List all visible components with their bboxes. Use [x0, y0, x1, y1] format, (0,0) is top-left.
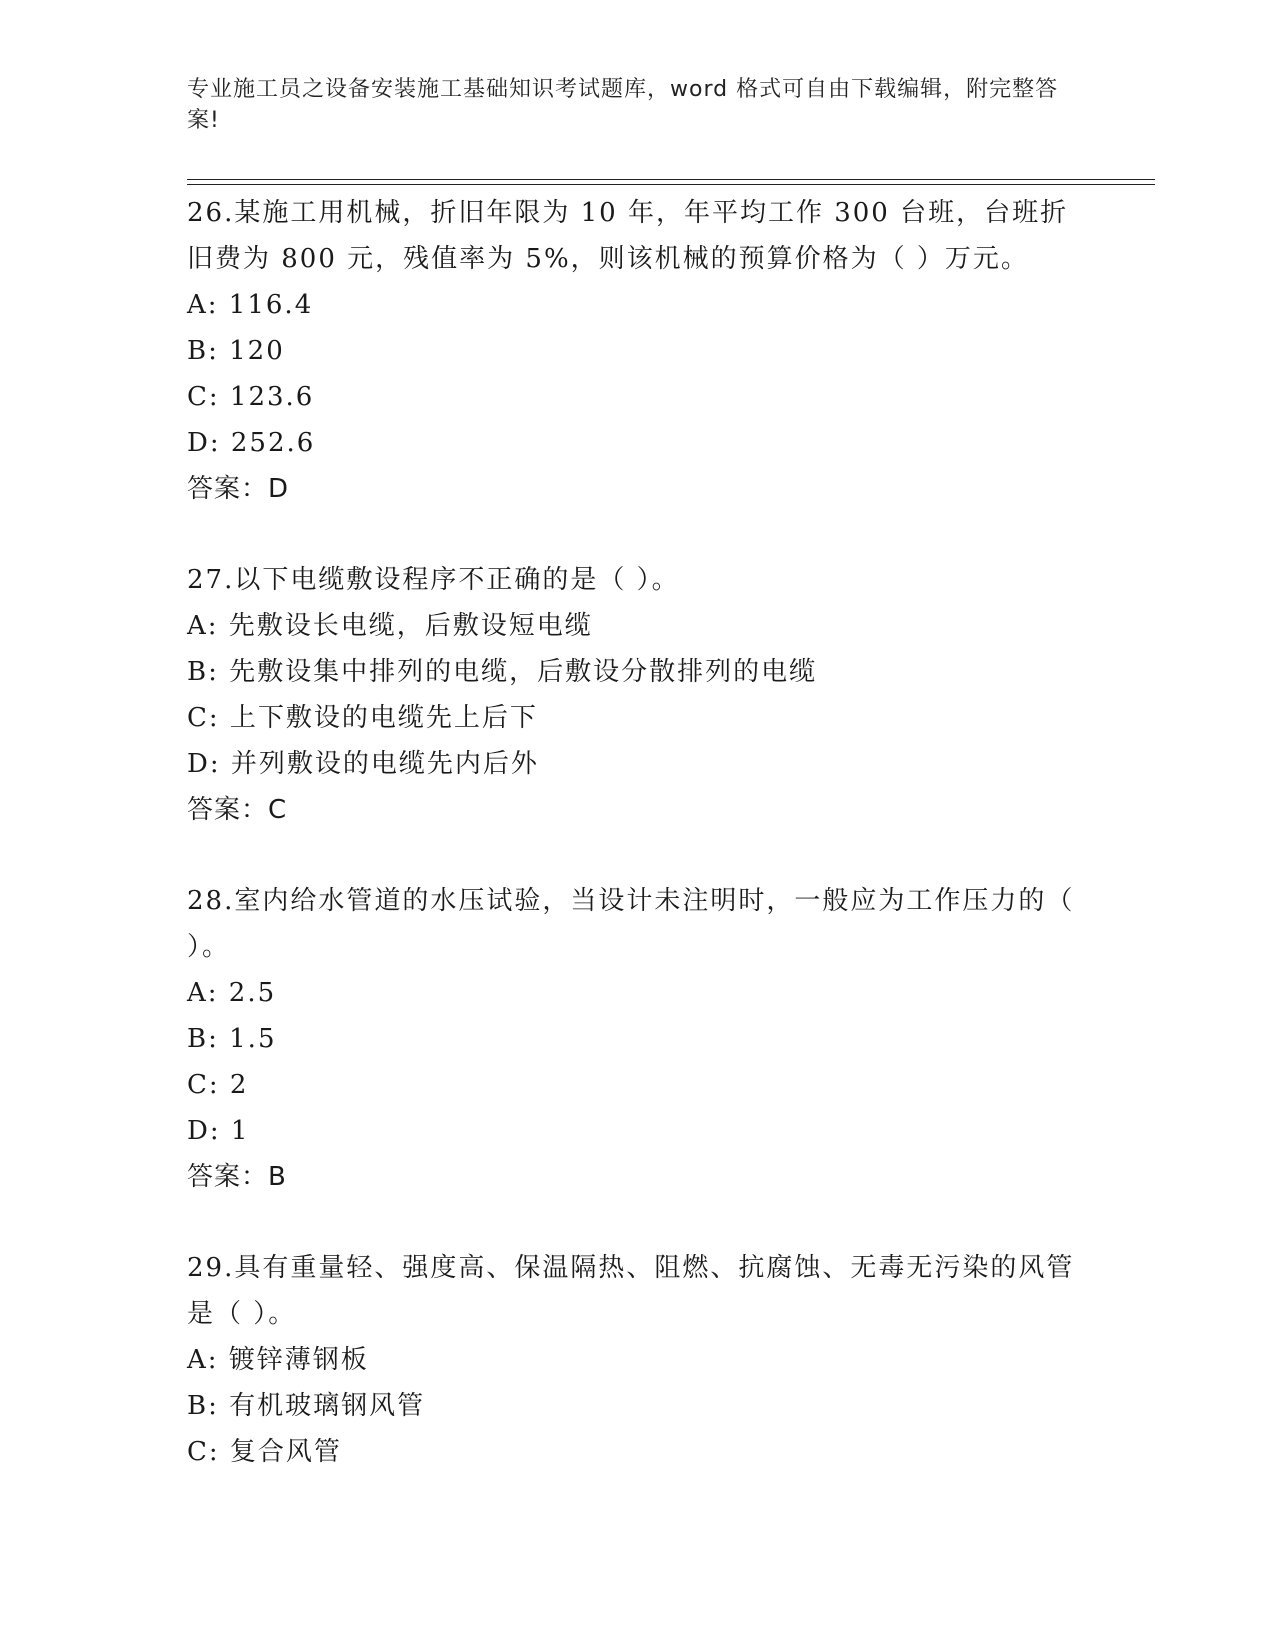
document-header: 专业施工员之设备安装施工基础知识考试题库，word 格式可自由下载编辑，附完整答案!	[187, 77, 1059, 133]
answer: 答案：D	[187, 474, 290, 504]
option-c: C: 复合风管	[187, 1437, 342, 1467]
question-stem: 26.某施工用机械，折旧年限为 10 年，年平均工作 300 台班，台班折旧费为 800 元，残值率为 5%，则该机械的预算价格为（ ）万元。	[187, 198, 1069, 274]
option-b: B: 1.5	[187, 1024, 277, 1054]
option-a: A: 先敷设长电缆，后敷设短电缆	[187, 611, 593, 641]
option-a: A: 镀锌薄钢板	[187, 1345, 369, 1375]
answer: 答案：C	[187, 795, 288, 825]
header-rule-bottom	[187, 184, 1155, 185]
option-a: A: 2.5	[187, 978, 277, 1008]
option-d: D: 1	[187, 1116, 250, 1146]
header-rule-top	[187, 179, 1155, 180]
option-d: D: 252.6	[187, 428, 316, 458]
option-b: B: 先敷设集中排列的电缆，后敷设分散排列的电缆	[187, 657, 818, 687]
option-b: B: 120	[187, 336, 285, 366]
question-29	[187, 1245, 1087, 1475]
question-26	[187, 190, 1087, 512]
question-stem: 27.以下电缆敷设程序不正确的是（ ）。	[187, 565, 680, 595]
question-stem: 28.室内给水管道的水压试验，当设计未注明时，一般应为工作压力的（ ）。	[187, 886, 1075, 962]
question-28	[187, 878, 1087, 1200]
option-b: B: 有机玻璃钢风管	[187, 1391, 426, 1421]
question-stem: 29.具有重量轻、强度高、保温隔热、阻燃、抗腐蚀、无毒无污染的风管是（ ）。	[187, 1253, 1075, 1329]
question-list	[187, 190, 1087, 1475]
option-c: C: 上下敷设的电缆先上后下	[187, 703, 538, 733]
question-27	[187, 557, 1087, 833]
answer: 答案：B	[187, 1162, 287, 1192]
option-c: C: 2	[187, 1070, 249, 1100]
option-c: C: 123.6	[187, 382, 315, 412]
option-a: A: 116.4	[187, 290, 314, 320]
option-d: D: 并列敷设的电缆先内后外	[187, 749, 539, 779]
